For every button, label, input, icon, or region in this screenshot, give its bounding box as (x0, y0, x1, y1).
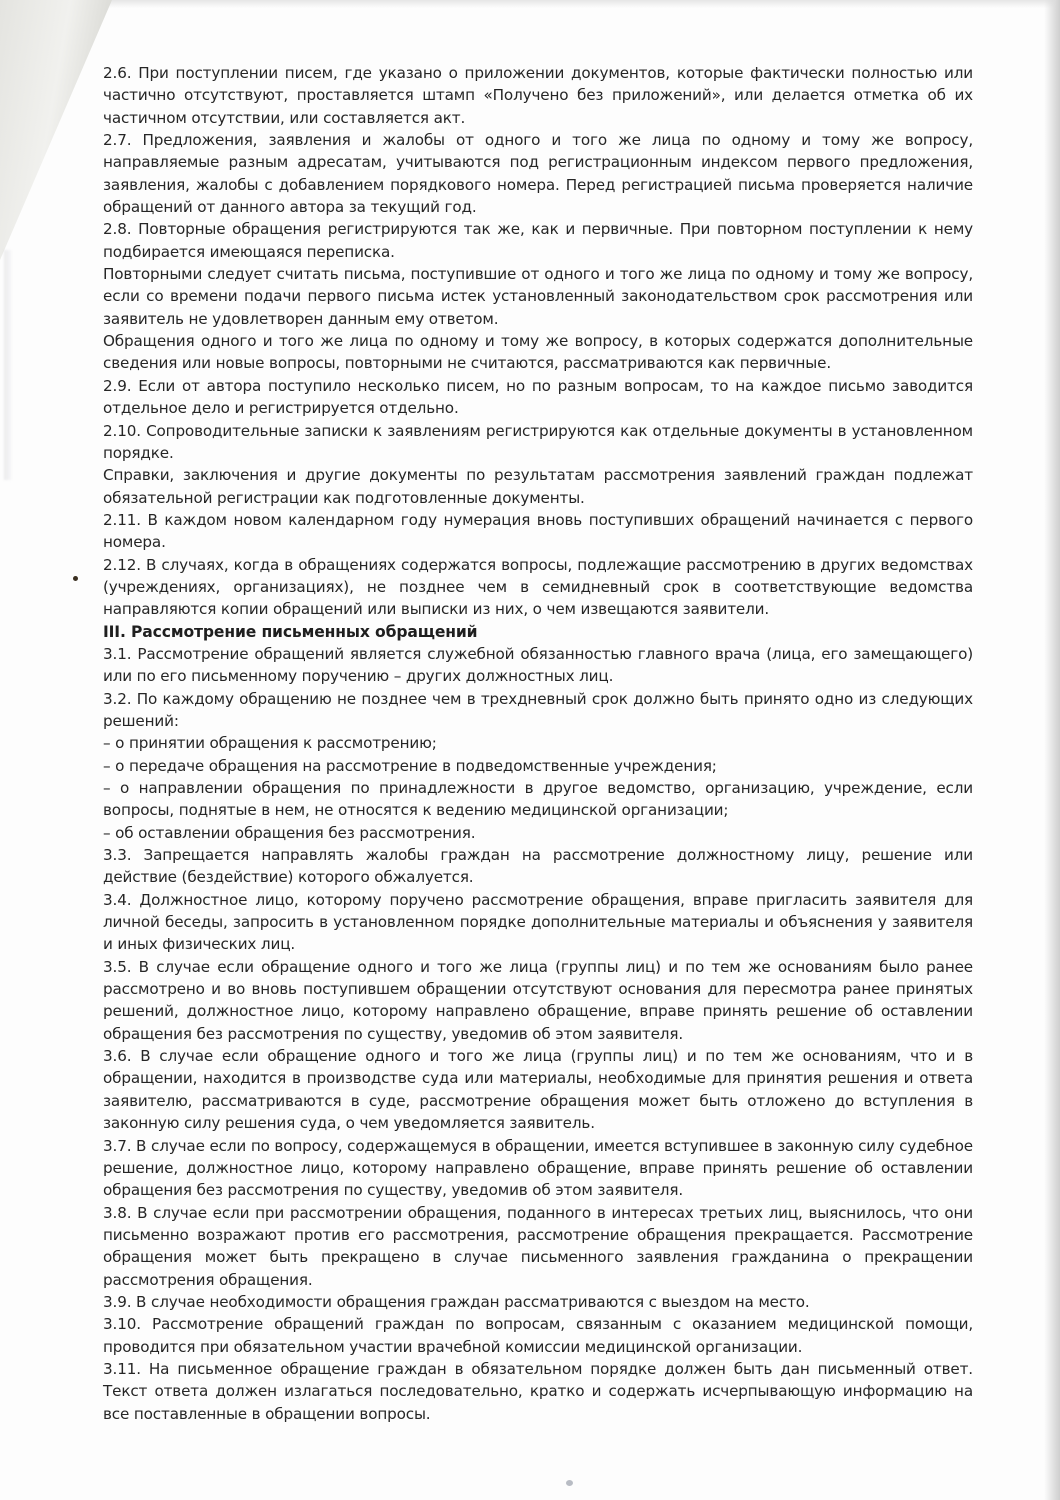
paragraph-3-4: 3.4. Должностное лицо, которому поручено рассмотрение обращения, вправе пригласить заявителя для личной беседы, запросить в установленном порядке дополнительные материалы и объяснения у заявителя и иных физических лиц. (103, 890, 973, 954)
document-page (103, 62, 973, 1425)
scan-speck (73, 576, 78, 581)
scan-right-edge (1044, 0, 1060, 1500)
paragraph-2-7: 2.7. Предложения, заявления и жалобы от одного и того же лица по одному и тому же вопросу, направляемые разным адресатам, учитываются под регистрационным индексом первого предложения, заявления, жалобы с добавлением порядкового номера. Перед регистрацией письма проверяется наличие обращений от данного автора за текущий год. (103, 131, 973, 217)
paragraph-2-9: 2.9. Если от автора поступило несколько писем, но по разным вопросам, то на каждое письмо заводится отдельное дело и регистрируется отдельно. (103, 376, 973, 418)
folded-page-corner (0, 0, 112, 260)
section-2-continuation (103, 62, 973, 621)
paragraph-2-11: 2.11. В каждом новом календарном году нумерация вновь поступивших обращений начинается с первого номера. (103, 510, 973, 552)
paragraph-3-8: 3.8. В случае если при рассмотрении обращения, поданного в интересах третьих лиц, выяснилось, что они письменно возражают против его рассмотрения, рассмотрение обращения прекращается. Рассмотрение обращения может быть прекращено в случае письменного заявления гражданина о прекращении рассмотрения обращения. (103, 1203, 973, 1289)
paragraph-2-6: 2.6. При поступлении писем, где указано о приложении документов, которые фактически полностью или частично отсутствуют, проставляется штамп «Получено без приложений», или делается отметка об их частичном отсутствии, или составляется акт. (103, 64, 973, 127)
list-item-decision: – о направлении обращения по принадлежности в другое ведомство, организацию, учреждение, если вопросы, поднятые в нем, не относятся к ведению медицинской организации; (103, 779, 973, 820)
paragraph-3-9: 3.9. В случае необходимости обращения граждан рассматриваются с выездом на место. (103, 1292, 810, 1311)
scan-smudge (4, 250, 12, 480)
list-item-decision: – о принятии обращения к рассмотрению; (103, 734, 437, 753)
paragraph-2-8: 2.8. Повторные обращения регистрируются так же, как и первичные. При повторном поступлении к нему подбирается имеющаяся переписка. (103, 220, 973, 261)
section-heading: III. Рассмотрение письменных обращений (103, 622, 478, 641)
list-item-decision: – о передаче обращения на рассмотрение в подведомственные учреждения; (103, 756, 717, 775)
paragraph-3-2: 3.2. По каждому обращению не позднее чем в трехдневный срок должно быть принято одно из следующих решений: (103, 689, 973, 730)
paragraph-3-6: 3.6. В случае если обращение одного и того же лица (группы лиц) и по тем же основаниям, что и в обращении, находится в производстве суда или материалы, необходимые для принятия решения и ответа заявителю, рассматриваются в суде, рассмотрение обращения может быть отложено до вступления в законную силу решения суда, о чем уведомляется заявитель. (103, 1047, 973, 1133)
scan-top-edge (0, 0, 1060, 8)
paragraph-3-10: 3.10. Рассмотрение обращений граждан по вопросам, связанным с оказанием медицинской помощи, проводится при обязательном участии врачебной комиссии медицинской организации. (103, 1315, 973, 1356)
section-3 (103, 643, 973, 1425)
paragraph-not-repeat: Обращения одного и того же лица по одному и тому же вопросу, в которых содержатся дополнительные сведения или новые вопросы, повторными не считаются, рассматриваются как первичные. (103, 332, 973, 373)
paragraph-certificates: Справки, заключения и другие документы по результатам рассмотрения заявлений граждан подлежат обязательной регистрации как подготовленные документы. (103, 466, 973, 507)
paragraph-3-7: 3.7. В случае если по вопросу, содержащемуся в обращении, имеется вступившее в законную силу судебное решение, должностное лицо, которому направлено обращение, вправе принять решение об оставлении обращения без рассмотрения по существу, уведомив об этом заявителя. (103, 1136, 973, 1200)
paragraph-3-3: 3.3. Запрещается направлять жалобы граждан на рассмотрение должностному лицу, решение или действие (бездействие) которого обжалуется. (103, 846, 973, 887)
paragraph-3-5: 3.5. В случае если обращение одного и того же лица (группы лиц) и по тем же основаниям было ранее рассмотрено и во вновь поступившем обращении отсутствуют основания для пересмотра ранее принятых решений, должностное лицо, которому направлено обращение, вправе принять решение об оставлении обращения без рассмотрения по существу, уведомив об этом заявителя. (103, 957, 973, 1043)
paragraph-2-12: 2.12. В случаях, когда в обращениях содержатся вопросы, подлежащие рассмотрению в других ведомствах (учреждениях, организациях), не позднее чем в семидневный срок в соответствующие ведомства направляются копии обращений или выписки из них, о чем извещаются заявители. (103, 555, 973, 619)
paragraph-3-11: 3.11. На письменное обращение граждан в обязательном порядке должен быть дан письменный ответ. Текст ответа должен излагаться последовательно, кратко и содержать исчерпывающую информацию на все поставленные в обращении вопросы. (103, 1359, 973, 1423)
scan-speck (566, 1480, 573, 1486)
list-item-decision: – об оставлении обращения без рассмотрения. (103, 823, 476, 842)
paragraph-repeat-definition: Повторными следует считать письма, поступившие от одного и того же лица по одному и тому же вопросу, если со времени подачи первого письма истек установленный законодательством срок рассмотрения или заявитель не удовлетворен данным ему ответом. (103, 265, 973, 328)
paragraph-2-10: 2.10. Сопроводительные записки к заявлениям регистрируются как отдельные документы в установленном порядке. (103, 421, 973, 462)
paragraph-3-1: 3.1. Рассмотрение обращений является служебной обязанностью главного врача (лица, его замещающего) или по его письменному поручению – других должностных лиц. (103, 644, 973, 686)
